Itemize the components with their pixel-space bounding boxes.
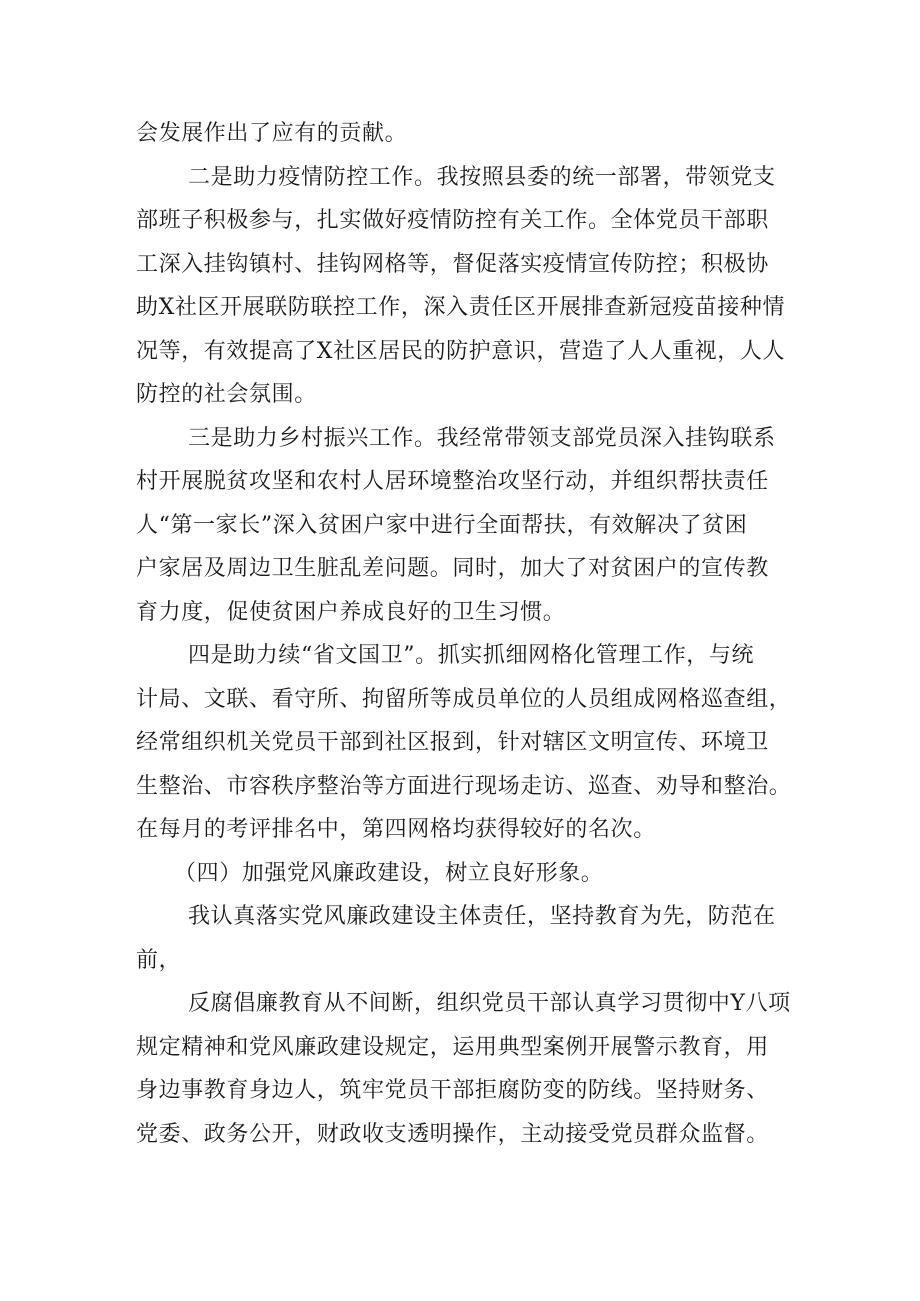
text-line: 计局、文联、看守所、拘留所等成员单位的人员组成网格巡查组，: [136, 686, 792, 712]
paragraph-civilized-city: [136, 634, 798, 852]
text-line: 况等，有效提高了X社区居民的防护意识，营造了人人重视，人人: [136, 338, 786, 364]
text-line: 助X社区开展联防联控工作，深入责任区开展排查新冠疫苗接种情: [136, 295, 786, 320]
text-line: 规定精神和党风廉政建设规定，运用典型案例开展警示教育，用: [136, 1034, 769, 1060]
text-line: 人“第一家长”深入贫困户家中进行全面帮扶，有效解决了贫困: [136, 512, 748, 538]
paragraph-anti-corruption: [136, 982, 798, 1156]
text-line: 党委、政务公开，财政收支透明操作，主动接受党员群众监督。: [136, 1121, 769, 1147]
text-line: 会发展作出了应有的贡献。: [136, 121, 408, 146]
text-line: 前，: [136, 947, 182, 973]
section-heading: [136, 852, 798, 896]
text-line: 身边事教育身边人，筑牢党员干部拒腐防变的防线。坚持财务、: [136, 1078, 769, 1103]
document-body: [136, 112, 798, 1156]
text-line: 反腐倡廉教育从不间断，组织党员干部认真学习贯彻中Y八项: [188, 991, 791, 1016]
text-line: 在每月的考评排名中，第四网格均获得较好的名次。: [136, 817, 656, 842]
text-line: 我认真落实党风廉政建设主体责任，坚持教育为先，防范在: [188, 904, 776, 929]
text-line: 经常组织机关党员干部到社区报到，针对辖区文明宣传、环境卫: [136, 730, 769, 755]
paragraph-epidemic-control: [136, 156, 798, 417]
text-line: 三是助力乡村振兴工作。我经常带领支部党员深入挂钩联系: [188, 425, 776, 451]
text-line: （四）加强党风廉政建设，树立良好形象。: [174, 860, 604, 886]
text-line: 二是助力疫情防控工作。我按照县委的统一部署，带领党支: [188, 164, 776, 190]
text-line: 育力度，促使贫困户养成良好的卫生习惯。: [136, 599, 566, 625]
text-line: 防控的社会氛围。: [136, 382, 317, 407]
text-line: 部班子积极参与，扎实做好疫情防控有关工作。全体党员干部职: [136, 208, 769, 233]
paragraph-integrity-intro: [136, 895, 798, 982]
text-line: 四是助力续“省文国卫”。抓实抓细网格化管理工作，与统: [188, 643, 755, 668]
paragraph-rural-revitalization: [136, 417, 798, 635]
text-line: 村开展脱贫攻坚和农村人居环境整治攻坚行动，并组织帮扶责任: [136, 469, 769, 494]
text-line: 户家居及周边卫生脏乱差问题。同时，加大了对贫困户的宣传教: [136, 556, 769, 581]
text-line: 工深入挂钩镇村、挂钩网格等，督促落实疫情宣传防控；积极协: [136, 251, 769, 277]
paragraph-continuation: [136, 112, 798, 156]
text-line: 生整治、市容秩序整治等方面进行现场走访、巡查、劝导和整治。: [136, 773, 792, 799]
